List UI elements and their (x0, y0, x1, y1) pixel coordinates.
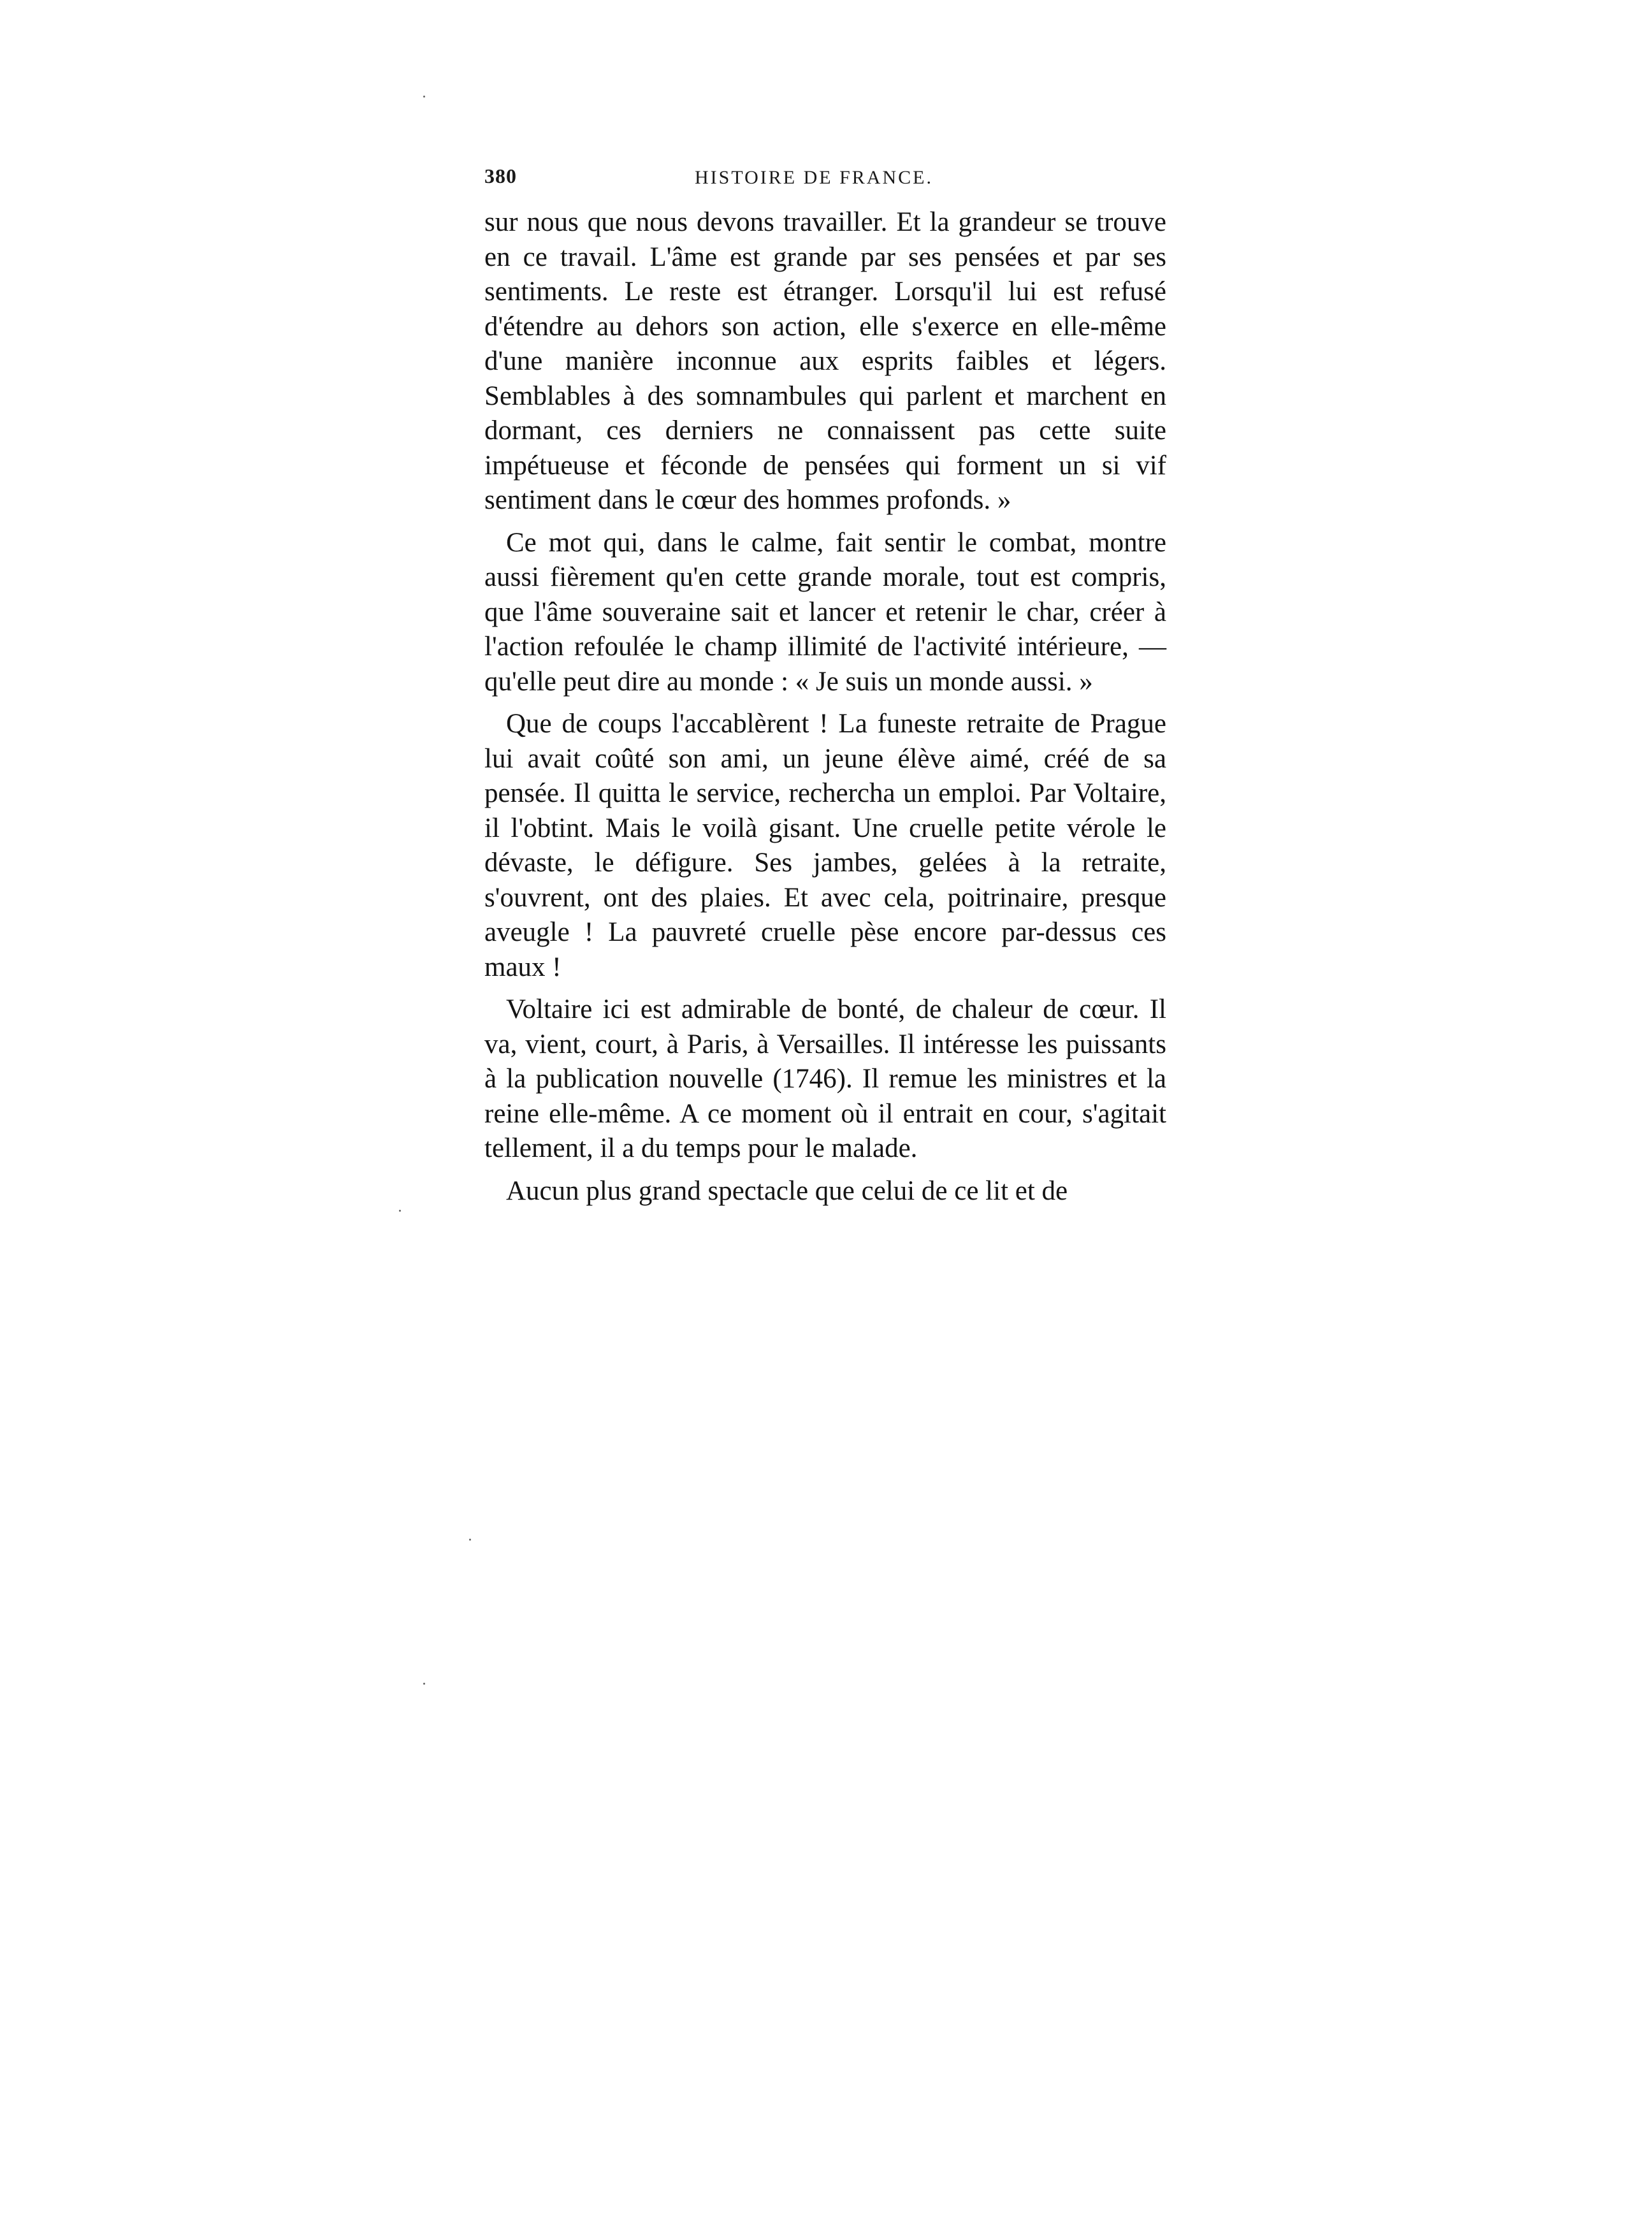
scan-speck (399, 1210, 401, 1212)
running-title: HISTOIRE DE FRANCE. (695, 167, 933, 188)
scan-speck (469, 1539, 471, 1541)
paragraph: Ce mot qui, dans le calme, fait sentir le combat, montre aussi fièrement qu'en cette grande morale, tout est compris, que l'âme souveraine sait et lancer et retenir le char, créer à l'action refoulée le champ illimité de l'activité intérieure, — qu'elle peut dire au monde : « Je suis un monde aussi. » (484, 527, 1166, 697)
page-number: 380 (484, 164, 517, 187)
page-header (484, 164, 1160, 203)
body-text (484, 205, 1166, 1216)
scan-speck (423, 1683, 425, 1685)
paragraph: Que de coups l'accablèrent ! La funeste retraite de Prague lui avait coûté son ami, un jeune élève aimé, créé de sa pensée. Il quitta le service, rechercha un emploi. Par Voltaire, il l'obtint. Mais le voilà gisant. Une cruelle petite vérole le dévaste, le défigure. Ses jambes, gelées à la retraite, s'ouvrent, ont des plaies. Et avec cela, poitrinaire, presque aveugle ! La pauvreté cruelle pèse encore par-dessus ces maux ! (484, 709, 1166, 982)
scan-speck (423, 96, 425, 98)
paragraph-continuation: sur nous que nous devons travailler. Et la grandeur se trouve en ce travail. L'âme est grande par ses pensées et par ses sentiments. Le reste est étranger. Lorsqu'il lui est refusé d'étendre au dehors son action, elle s'exerce en elle-même d'une manière inconnue aux esprits faibles et légers. Semblables à des somnambules qui parlent et marchent en dormant, ces derniers ne connaissent pas cette suite impétueuse et féconde de pensées qui forment un si vif sentiment dans le cœur des hommes profonds. » (484, 207, 1166, 515)
paragraph: Aucun plus grand spectacle que celui de ce lit et de (506, 1175, 1068, 1206)
paragraph: Voltaire ici est admirable de bonté, de chaleur de cœur. Il va, vient, court, à Paris, à Versailles. Il intéresse les puissants à la publication nouvelle (1746). Il remue les ministres et la reine elle-même. A ce moment où il entrait en cour, s'agitait tellement, il a du temps pour le malade. (484, 994, 1166, 1163)
